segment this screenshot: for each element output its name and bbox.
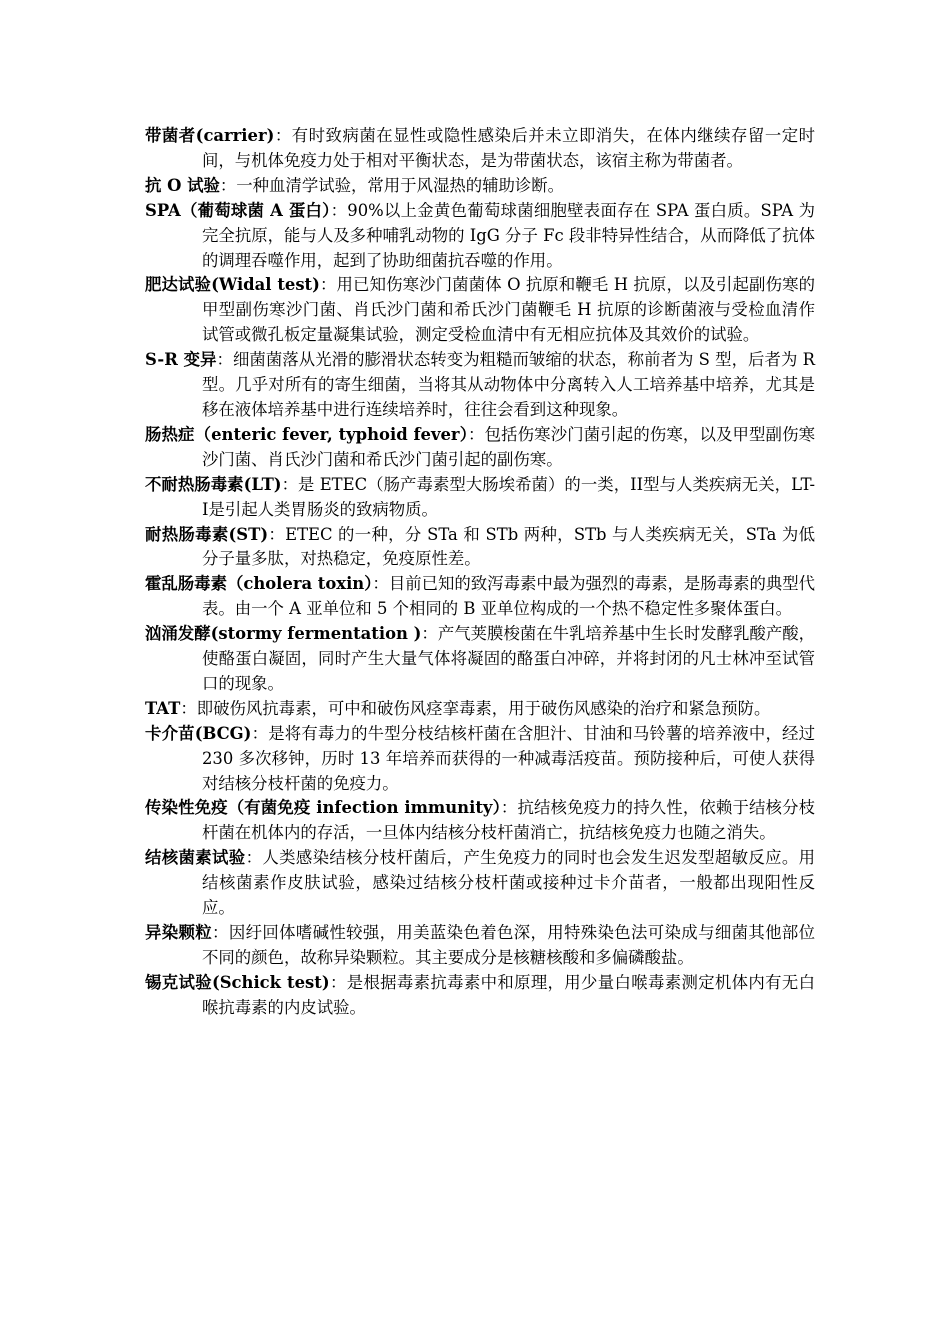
entry-term: 结核菌素试验 xyxy=(145,848,246,868)
glossary-entry xyxy=(145,174,815,199)
entry-term: SPA（葡萄球菌 A 蛋白） xyxy=(145,200,331,220)
entry-colon: ： xyxy=(468,424,485,444)
glossary-entry xyxy=(145,846,815,921)
entry-colon: ： xyxy=(329,972,347,992)
entry-definition: 是 ETEC（肠产毒素型大肠埃希菌）的一类，II型与人类疾病无关，LT-I是引起人类胃肠炎的致病物质。 xyxy=(202,474,815,519)
entry-definition: 用已知伤寒沙门菌菌体 O 抗原和鞭毛 H 抗原，以及引起副伤寒的甲型副伤寒沙门菌、肖氏沙门菌和希氏沙门菌鞭毛 H 抗原的诊断菌液与受检血清作试管或微孔板定量凝集试验，测定受检血清中有无相应抗体及其效价的试验。 xyxy=(202,275,815,345)
glossary-entry xyxy=(145,199,815,274)
glossary-entry xyxy=(145,921,815,971)
entry-colon: ： xyxy=(212,923,229,942)
entry-term: 锡克试验(Schick test) xyxy=(145,972,330,992)
entry-colon: ： xyxy=(330,200,348,220)
entry-term: 肥达试验(Widal test) xyxy=(145,275,320,295)
entry-definition: 产气荚膜梭菌在牛乳培养基中生长时发酵乳酸产酸，使酪蛋白凝固，同时产生大量气体将凝固的酪蛋白冲碎，并将封闭的凡士林冲至试管口的现象。 xyxy=(202,624,816,693)
entry-definition: 因纡回体嗜碱性较强，用美蓝染色着色深，用特殊染色法可染成与细菌其他部位不同的颜色，故称异染颗粒。其主要成分是核糖核酸和多偏磷酸盐。 xyxy=(202,923,816,967)
entry-definition: 90%以上金黄色葡萄球菌细胞壁表面存在 SPA 蛋白质。SPA 为完全抗原，能与人及多种哺乳动物的 IgG 分子 Fc 段非特异性结合，从而降低了抗体的调理吞噬作用，起到了协助细菌抗吞噬的作用。 xyxy=(202,200,815,270)
entry-definition: 一种血清学试验，常用于风湿热的辅助诊断。 xyxy=(236,175,565,195)
entry-term: 不耐热肠毒素(LT) xyxy=(145,474,282,494)
entry-term: 带菌者(carrier) xyxy=(145,126,275,145)
glossary-entry xyxy=(145,473,815,523)
glossary-entry xyxy=(145,722,815,797)
entry-colon: ： xyxy=(180,698,197,718)
entry-definition: 是根据毒素抗毒素中和原理，用少量白喉毒素测定机体内有无白喉抗毒素的内皮试验。 xyxy=(202,972,816,1017)
glossary-entry xyxy=(145,971,815,1021)
entry-term: 传染性免疫（有菌免疫 infection immunity） xyxy=(145,798,501,818)
entry-term: 卡介苗(BCG) xyxy=(145,723,252,743)
entry-definition: 即破伤风抗毒素，可中和破伤风痉挛毒素，用于破伤风感染的治疗和紧急预防。 xyxy=(196,698,771,718)
entry-colon: ： xyxy=(319,275,337,295)
entry-colon: ： xyxy=(281,474,299,494)
entry-term: 肠热症（enteric fever, typhoid fever） xyxy=(145,424,469,444)
glossary-entry xyxy=(145,572,815,622)
entry-definition: ETEC 的一种，分 STa 和 STb 两种，STb 与人类疾病无关，STa 为低分子量多肽，对热稳定，免疫原性差。 xyxy=(202,524,816,569)
glossary-entry xyxy=(145,796,815,846)
entry-definition: 有时致病菌在显性或隐性感染后并未立即消失，在体内继续存留一定时间，与机体免疫力处于相对平衡状态，是为带菌状态，该宿主称为带菌者。 xyxy=(202,126,816,170)
entry-definition: 人类感染结核分枝杆菌后，产生免疫力的同时也会发生迟发型超敏反应。用结核菌素作皮肤试验，感染过结核分枝杆菌或接种过卡介苗者，一般都出现阳性反应。 xyxy=(202,848,816,918)
glossary-entry xyxy=(145,273,815,348)
glossary-entry xyxy=(145,124,815,174)
entry-term: 霍乱肠毒素（cholera toxin） xyxy=(145,574,373,594)
entry-term: 抗 O 试验 xyxy=(145,175,220,195)
entry-colon: ： xyxy=(500,798,518,818)
entry-colon: ： xyxy=(268,524,286,544)
entry-colon: ： xyxy=(251,723,269,743)
entry-definition: 目前已知的致泻毒素中最为强烈的毒素，是肠毒素的典型代表。由一个 A 亚单位和 5 个相同的 B 亚单位构成的一个热不稳定性多聚体蛋白。 xyxy=(202,574,816,619)
glossary-entry xyxy=(145,523,815,573)
entry-colon: ： xyxy=(245,848,263,868)
glossary-entry xyxy=(145,348,815,423)
entry-definition: 细菌菌落从光滑的膨滑状态转变为粗糙而皱缩的状态，称前者为 S 型，后者为 R 型。几乎对所有的寄生细菌，当将其从动物体中分离转入人工培养基中培养，尤其是移在液体培养基中进行连续培养时，往往会看到这种现象。 xyxy=(202,350,815,419)
entry-colon: ： xyxy=(421,624,438,644)
entry-definition: 抗结核免疫力的持久性，依赖于结核分枝杆菌在机体内的存活，一旦体内结核分枝杆菌消亡，抗结核免疫力也随之消失。 xyxy=(202,798,816,843)
entry-colon: ： xyxy=(216,350,233,370)
entry-term: S-R 变异 xyxy=(145,350,217,370)
entry-term: 汹涌发酵(stormy fermentation ) xyxy=(145,624,422,644)
glossary-entry xyxy=(145,697,815,722)
entry-definition: 是将有毒力的牛型分枝结核杆菌在含胆汁、甘油和马铃薯的培养液中，经过 230 多次移钟，历时 13 年培养而获得的一种减毒活疫苗。预防接种后，可使人获得对结核分枝杆菌的免疫力。 xyxy=(202,723,815,793)
glossary-list xyxy=(145,124,815,1021)
entry-term: 异染颗粒 xyxy=(145,923,213,942)
entry-term: TAT xyxy=(145,698,181,718)
entry-colon: ： xyxy=(219,175,237,195)
entry-definition: 包括伤寒沙门菌引起的伤寒，以及甲型副伤寒沙门菌、肖氏沙门菌和希氏沙门菌引起的副伤寒。 xyxy=(202,424,816,469)
glossary-entry xyxy=(145,622,815,697)
entry-term: 耐热肠毒素(ST) xyxy=(145,524,269,544)
entry-colon: ： xyxy=(372,574,389,594)
glossary-entry xyxy=(145,423,815,473)
entry-colon: ： xyxy=(274,126,292,145)
